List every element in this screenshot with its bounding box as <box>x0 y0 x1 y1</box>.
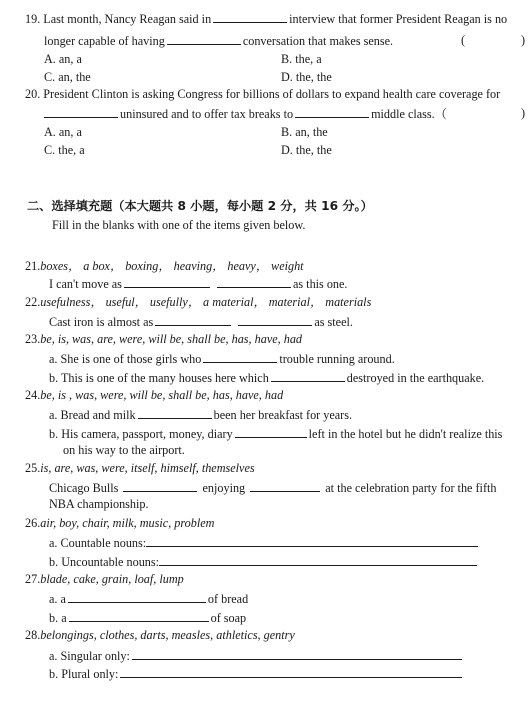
q20-text-b: uninsured and to offer tax breaks to <box>120 107 294 121</box>
q23-b-text-b: destroyed in the earthquake. <box>346 371 485 385</box>
q20-text-c: middle class.（ <box>371 107 447 121</box>
q25-blank-1[interactable] <box>123 480 197 492</box>
q23-words: be, is, was, are, were, will be, shall be, has, have, had <box>40 332 303 346</box>
q21-blank-1[interactable] <box>124 276 210 288</box>
q23-number: 23. <box>25 332 41 346</box>
q24-number: 24. <box>25 388 41 402</box>
q22-blank-2[interactable] <box>238 314 312 326</box>
q25-sentence-cont: NBA championship. <box>49 497 149 511</box>
q26-number: 26. <box>25 516 41 530</box>
q25-blank-2[interactable] <box>250 480 320 492</box>
q24-words: be, is , was, were, will be, shall be, has, have, had <box>40 388 284 402</box>
q20-blank-1[interactable] <box>44 106 118 118</box>
q19-blank-1[interactable] <box>213 11 287 23</box>
q20-number: 20. <box>25 87 41 101</box>
q27-b-text-a: b. a <box>49 611 67 625</box>
q21-sentence <box>49 276 347 292</box>
q19-text-a: Last month, Nancy Reagan said in <box>43 12 212 26</box>
q24-b-text-b: left in the hotel but he didn't realize this <box>308 427 503 441</box>
q21-text-a: I can't move as <box>49 277 122 291</box>
q22-text-b: as steel. <box>314 315 353 329</box>
q27-line-b <box>49 610 246 626</box>
q26-line-b <box>49 554 479 570</box>
q27-words: blade, cake, grain, loaf, lump <box>40 572 184 586</box>
q24-a-text-b: been her breakfast for years. <box>213 408 353 422</box>
q24-sentence-a <box>49 407 352 423</box>
q23-word-bank <box>25 332 302 347</box>
q23-a-blank[interactable] <box>203 351 277 363</box>
q25-number: 25. <box>25 461 41 475</box>
q25-text-a: Chicago Bulls <box>49 481 119 495</box>
q19-paren-close: ) <box>521 33 526 47</box>
q23-b-blank[interactable] <box>271 370 345 382</box>
q19-line1 <box>25 11 507 27</box>
q27-number: 27. <box>25 572 41 586</box>
q27-line-a <box>49 591 248 607</box>
q19-blank-2[interactable] <box>167 33 241 45</box>
q20-blank-2[interactable] <box>295 106 369 118</box>
q20-option-a[interactable]: A. an, a <box>44 125 82 139</box>
q24-a-blank[interactable] <box>138 407 212 419</box>
q26-a-label: a. Countable nouns: <box>49 536 147 550</box>
q24-b-blank[interactable] <box>235 426 307 438</box>
q25-word-bank <box>25 461 255 476</box>
q20-line1 <box>25 87 500 102</box>
q23-a-text-a: a. She is one of those girls who <box>49 352 202 366</box>
q23-sentence-b <box>49 370 484 386</box>
q26-words: air, boy, chair, milk, music, problem <box>40 516 215 530</box>
q19-option-d[interactable]: D. the, the <box>281 70 332 84</box>
q27-a-text-b: of bread <box>207 592 249 606</box>
q21-word-bank <box>25 259 304 274</box>
q19-number: 19. <box>25 12 41 26</box>
q21-words: boxes， a box， boxing， heaving， heavy， weight <box>40 259 304 273</box>
q19-text-b: interview that former President Reagan is no <box>289 12 508 26</box>
section-2-instruction: Fill in the blanks with one of the items given below. <box>52 218 306 232</box>
q28-a-blank[interactable] <box>132 648 462 660</box>
q21-text-b: as this one. <box>292 277 348 291</box>
q26-a-blank[interactable] <box>146 535 478 547</box>
q28-b-label: b. Plural only: <box>49 667 119 681</box>
q27-a-text-a: a. a <box>49 592 66 606</box>
q23-sentence-a <box>49 351 395 367</box>
q24-sentence-b-cont: on his way to the airport. <box>63 443 185 457</box>
q28-b-blank[interactable] <box>120 666 462 678</box>
q28-line-b <box>49 666 464 682</box>
q22-word-bank <box>25 295 371 310</box>
q26-b-label: b. Uncountable nouns: <box>49 555 160 569</box>
q22-sentence <box>49 314 353 330</box>
q19-text-c: longer capable of having <box>44 34 165 48</box>
q19-line2 <box>44 33 393 49</box>
q26-word-bank <box>25 516 214 531</box>
q19-option-b[interactable]: B. the, a <box>281 52 322 66</box>
q27-b-blank[interactable] <box>69 610 209 622</box>
q27-b-text-b: of soap <box>210 611 247 625</box>
q21-number: 21. <box>25 259 41 273</box>
q27-word-bank <box>25 572 184 587</box>
q20-text-a: President Clinton is asking Congress for billions of dollars to expand health care coverage for <box>43 87 501 101</box>
q20-line2 <box>44 106 447 122</box>
q28-a-label: a. Singular only: <box>49 649 130 663</box>
q23-a-text-b: trouble running around. <box>279 352 395 366</box>
q23-b-text-a: b. This is one of the many houses here which <box>49 371 269 385</box>
q25-text-b: enjoying <box>202 481 246 495</box>
q27-a-blank[interactable] <box>68 591 206 603</box>
q24-a-text-a: a. Bread and milk <box>49 408 136 422</box>
q22-blank-1[interactable] <box>155 314 231 326</box>
q22-words: usefulness， useful， usefully， a material， material， materials <box>40 295 372 309</box>
q22-text-a: Cast iron is almost as <box>49 315 154 329</box>
q20-option-c[interactable]: C. the, a <box>44 143 85 157</box>
q20-option-d[interactable]: D. the, the <box>281 143 332 157</box>
q28-word-bank <box>25 628 295 643</box>
q20-paren-close: ) <box>521 106 526 120</box>
q19-paren-open: ( <box>461 33 466 47</box>
section-2-heading: 二、选择填充题（本大题共 8 小题，每小题 2 分，共 16 分。） <box>27 199 373 213</box>
q25-words: is, are, was, were, itself, himself, themselves <box>40 461 255 475</box>
q21-blank-2[interactable] <box>217 276 291 288</box>
q22-number: 22. <box>25 295 41 309</box>
q19-option-c[interactable]: C. an, the <box>44 70 91 84</box>
q19-option-a[interactable]: A. an, a <box>44 52 82 66</box>
q26-b-blank[interactable] <box>159 554 477 566</box>
q28-line-a <box>49 648 464 664</box>
q24-sentence-b <box>49 426 502 442</box>
q25-sentence <box>49 480 496 496</box>
q25-text-c: at the celebration party for the fifth <box>325 481 497 495</box>
q19-text-d: conversation that makes sense. <box>242 34 394 48</box>
q24-word-bank <box>25 388 283 403</box>
q20-option-b[interactable]: B. an, the <box>281 125 328 139</box>
q24-b-text-a: b. His camera, passport, money, diary <box>49 427 233 441</box>
q28-number: 28. <box>25 628 41 642</box>
q26-line-a <box>49 535 480 551</box>
q28-words: belongings, clothes, darts, measles, athletics, gentry <box>40 628 295 642</box>
